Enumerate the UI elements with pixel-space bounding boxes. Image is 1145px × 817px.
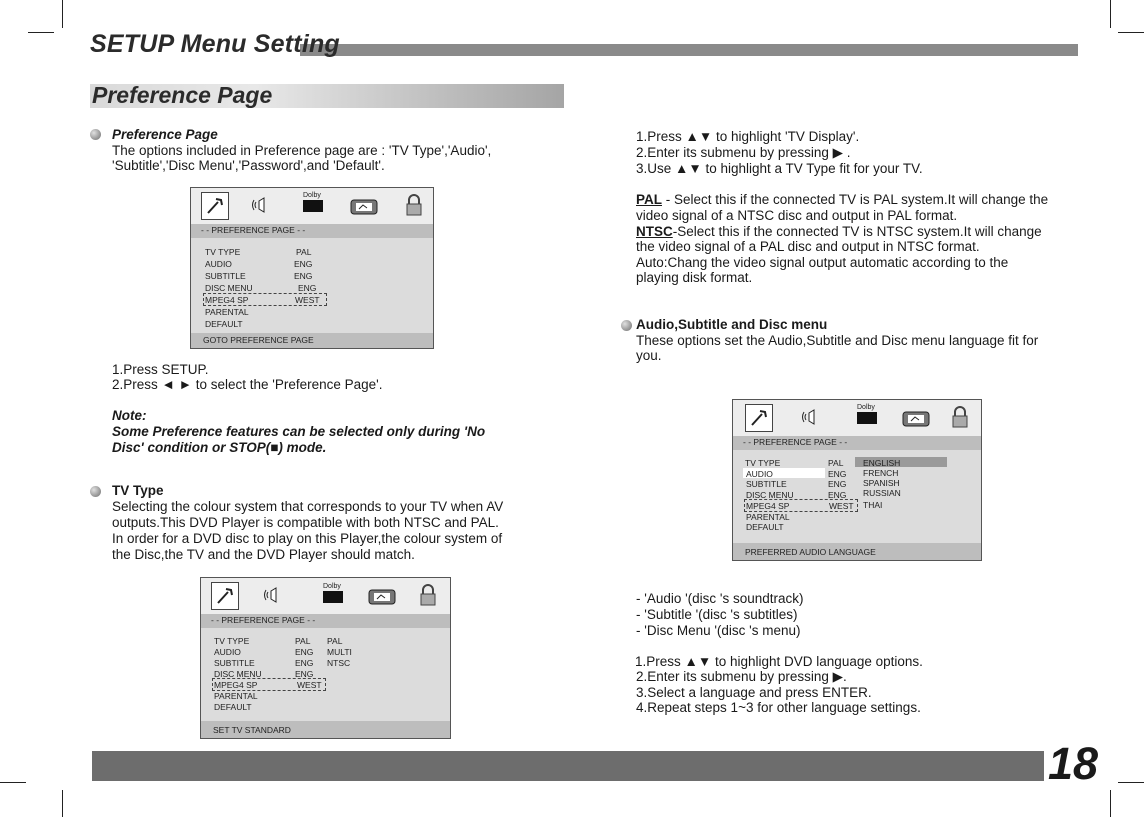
strip-label: - - PREFERENCE PAGE - - — [743, 437, 848, 447]
menu-row-label: TV TYPE — [214, 636, 250, 646]
strip-label: - - PREFERENCE PAGE - - — [201, 225, 306, 235]
menu-row-label: DEFAULT — [205, 319, 243, 329]
preference-screen-2 — [200, 577, 451, 739]
dolby-icon — [857, 404, 883, 424]
video-icon — [367, 582, 393, 608]
menu-row-label: PARENTAL — [205, 307, 249, 317]
step-line: 1.Press SETUP. — [112, 362, 209, 377]
bullet-icon — [90, 129, 101, 140]
crop-mark — [1110, 790, 1111, 817]
menu-row-label: PARENTAL — [746, 512, 790, 522]
menu-row-value: ENG — [294, 259, 313, 269]
crop-mark — [28, 32, 54, 33]
speaker-icon — [249, 192, 275, 218]
ntsc-text: -Select this if the connected TV is NTSC system.It will change — [672, 224, 1042, 239]
menu-row-option: NTSC — [327, 658, 351, 668]
language-option: THAI — [863, 500, 883, 510]
tv-type-text-line: In order for a DVD disc to play on this Player,the colour system of — [112, 531, 503, 546]
menu-row-label: TV TYPE — [205, 247, 241, 257]
pal-text-line: video signal of a NTSC disc and output in PAL format. — [636, 208, 958, 223]
wrench-icon — [211, 582, 239, 610]
menu-row-label: PARENTAL — [214, 691, 258, 701]
crop-mark — [0, 782, 26, 783]
menu-row-label: MPEG4 SP — [205, 295, 249, 305]
menu-row-label: SUBTITLE — [205, 271, 246, 281]
menu-row-label: MPEG4 SP — [214, 680, 258, 690]
menu-row-value: WEST — [297, 680, 322, 690]
step-line: 1.Press ▲▼ to highlight 'TV Display'. — [636, 129, 860, 144]
menu-row-option: PAL — [327, 636, 343, 646]
dash-item: - 'Subtitle '(disc 's subtitles) — [636, 607, 798, 622]
menu-footer-strip — [733, 543, 981, 560]
language-option: RUSSIAN — [863, 488, 901, 498]
dash-item: - 'Disc Menu '(disc 's menu) — [636, 623, 801, 638]
menu-row-label: DISC MENU — [746, 490, 794, 500]
crop-mark — [1118, 32, 1144, 33]
crop-mark — [62, 790, 63, 817]
audio-text-line: you. — [636, 348, 662, 363]
ntsc-description — [636, 224, 1042, 240]
crop-mark — [1118, 782, 1144, 783]
menu-header-strip — [201, 614, 450, 628]
footer-bar — [92, 751, 1044, 781]
dolby-label: Dolby — [303, 192, 321, 199]
menu-row-label: DEFAULT — [214, 702, 252, 712]
page-title: SETUP Menu Setting — [90, 30, 340, 58]
step-line: 3.Select a language and press ENTER. — [636, 685, 872, 700]
dolby-icon — [323, 583, 349, 603]
menu-row-value: ENG — [828, 469, 847, 479]
menu-row-value: ENG — [828, 490, 847, 500]
speaker-icon — [261, 582, 287, 608]
step-line: 4.Repeat steps 1~3 for other language settings. — [636, 700, 921, 715]
audio-text-line: These options set the Audio,Subtitle and Disc menu language fit for — [636, 333, 1039, 348]
step-line: 2.Enter its submenu by pressing ▶ . — [636, 145, 851, 160]
note-text-line: Some Preference features can be selected only during 'No — [112, 424, 486, 439]
menu-row-label: AUDIO — [205, 259, 232, 269]
note-text-line: Disc' condition or STOP(■) mode. — [112, 440, 327, 455]
menu-row-value: PAL — [296, 247, 312, 257]
dolby-label: Dolby — [323, 583, 341, 590]
menu-row-value: PAL — [295, 636, 311, 646]
dolby-label: Dolby — [857, 404, 875, 411]
menu-row-label: AUDIO — [214, 647, 241, 657]
menu-row-value: ENG — [295, 658, 314, 668]
bullet-icon — [90, 486, 101, 497]
preference-text-line: The options included in Preference page are : 'TV Type','Audio', — [112, 143, 492, 158]
tv-type-text-line: outputs.This DVD Player is compatible with both NTSC and PAL. — [112, 515, 499, 530]
page-number: 18 — [1048, 738, 1099, 789]
speaker-icon — [799, 404, 825, 430]
menu-row-value: ENG — [298, 283, 317, 293]
menu-row-value: ENG — [294, 271, 313, 281]
preference-heading: Preference Page — [112, 127, 218, 142]
video-icon — [349, 192, 375, 218]
preference-screen-1 — [190, 187, 434, 349]
crop-mark — [62, 0, 63, 28]
language-option: ENGLISH — [863, 458, 901, 468]
menu-header-strip — [733, 436, 981, 450]
menu-icon-bar — [191, 188, 433, 225]
dash-item: - 'Audio '(disc 's soundtrack) — [636, 591, 804, 606]
step-line: 2.Enter its submenu by pressing ▶. — [636, 669, 847, 684]
strip-label: - - PREFERENCE PAGE - - — [211, 615, 316, 625]
section-banner — [90, 84, 564, 108]
ntsc-key: NTSC — [636, 224, 673, 239]
step-line: 1.Press ▲▼ to highlight DVD language options. — [635, 654, 923, 669]
wrench-icon — [745, 404, 773, 432]
tv-type-heading: TV Type — [112, 483, 164, 498]
menu-footer-strip — [201, 721, 450, 738]
tv-type-text-line: the Disc,the TV and the DVD Player should match. — [112, 547, 415, 562]
menu-row-label: SUBTITLE — [746, 479, 787, 489]
menu-row-label: TV TYPE — [745, 458, 781, 468]
menu-header-strip — [191, 224, 433, 238]
ntsc-text-line: the video signal of a PAL disc and output in NTSC format. — [636, 239, 980, 254]
menu-footer-strip — [191, 333, 433, 348]
audio-heading: Audio,Subtitle and Disc menu — [636, 317, 828, 332]
menu-row-label: DISC MENU — [214, 669, 262, 679]
lock-icon — [415, 582, 441, 608]
menu-row-option: MULTI — [327, 647, 352, 657]
dolby-icon — [303, 192, 329, 212]
menu-row-value: WEST — [829, 501, 854, 511]
menu-row-label: SUBTITLE — [214, 658, 255, 668]
footer-label: PREFERRED AUDIO LANGUAGE — [745, 547, 876, 557]
menu-row-value: ENG — [295, 647, 314, 657]
pal-description — [636, 192, 1048, 208]
lock-icon — [401, 192, 427, 218]
lock-icon — [947, 404, 973, 430]
footer-label: SET TV STANDARD — [213, 725, 291, 735]
preference-text-line: 'Subtitle','Disc Menu','Password',and 'Default'. — [112, 158, 385, 173]
header-rule — [300, 44, 1078, 56]
step-line: 3.Use ▲▼ to highlight a TV Type fit for your TV. — [636, 161, 923, 176]
video-icon — [901, 404, 927, 430]
pal-text: - Select this if the connected TV is PAL system.It will change the — [662, 192, 1049, 207]
language-option: SPANISH — [863, 478, 900, 488]
footer-label: GOTO PREFERENCE PAGE — [203, 335, 314, 345]
menu-row-value: ENG — [295, 669, 314, 679]
pal-key: PAL — [636, 192, 662, 207]
menu-row-value: WEST — [295, 295, 320, 305]
menu-icon-bar — [733, 400, 981, 437]
menu-row-label: DEFAULT — [746, 522, 784, 532]
auto-text-line: Auto:Chang the video signal output automatic according to the — [636, 255, 1009, 270]
tv-type-text-line: Selecting the colour system that corresponds to your TV when AV — [112, 499, 504, 514]
menu-row-label: DISC MENU — [205, 283, 253, 293]
crop-mark — [1110, 0, 1111, 28]
menu-row-label: AUDIO — [746, 469, 773, 479]
section-banner-title: Preference Page — [92, 82, 273, 108]
language-option: FRENCH — [863, 468, 899, 478]
preference-screen-3 — [732, 399, 982, 561]
bullet-icon — [621, 320, 632, 331]
wrench-icon — [201, 192, 229, 220]
note-heading: Note: — [112, 408, 147, 423]
auto-text-line: playing disk format. — [636, 270, 753, 285]
menu-row-label: MPEG4 SP — [746, 501, 790, 511]
step-line: 2.Press ◄ ► to select the 'Preference Page'. — [112, 377, 383, 392]
menu-icon-bar — [201, 578, 450, 615]
menu-row-value: PAL — [828, 458, 844, 468]
menu-row-value: ENG — [828, 479, 847, 489]
